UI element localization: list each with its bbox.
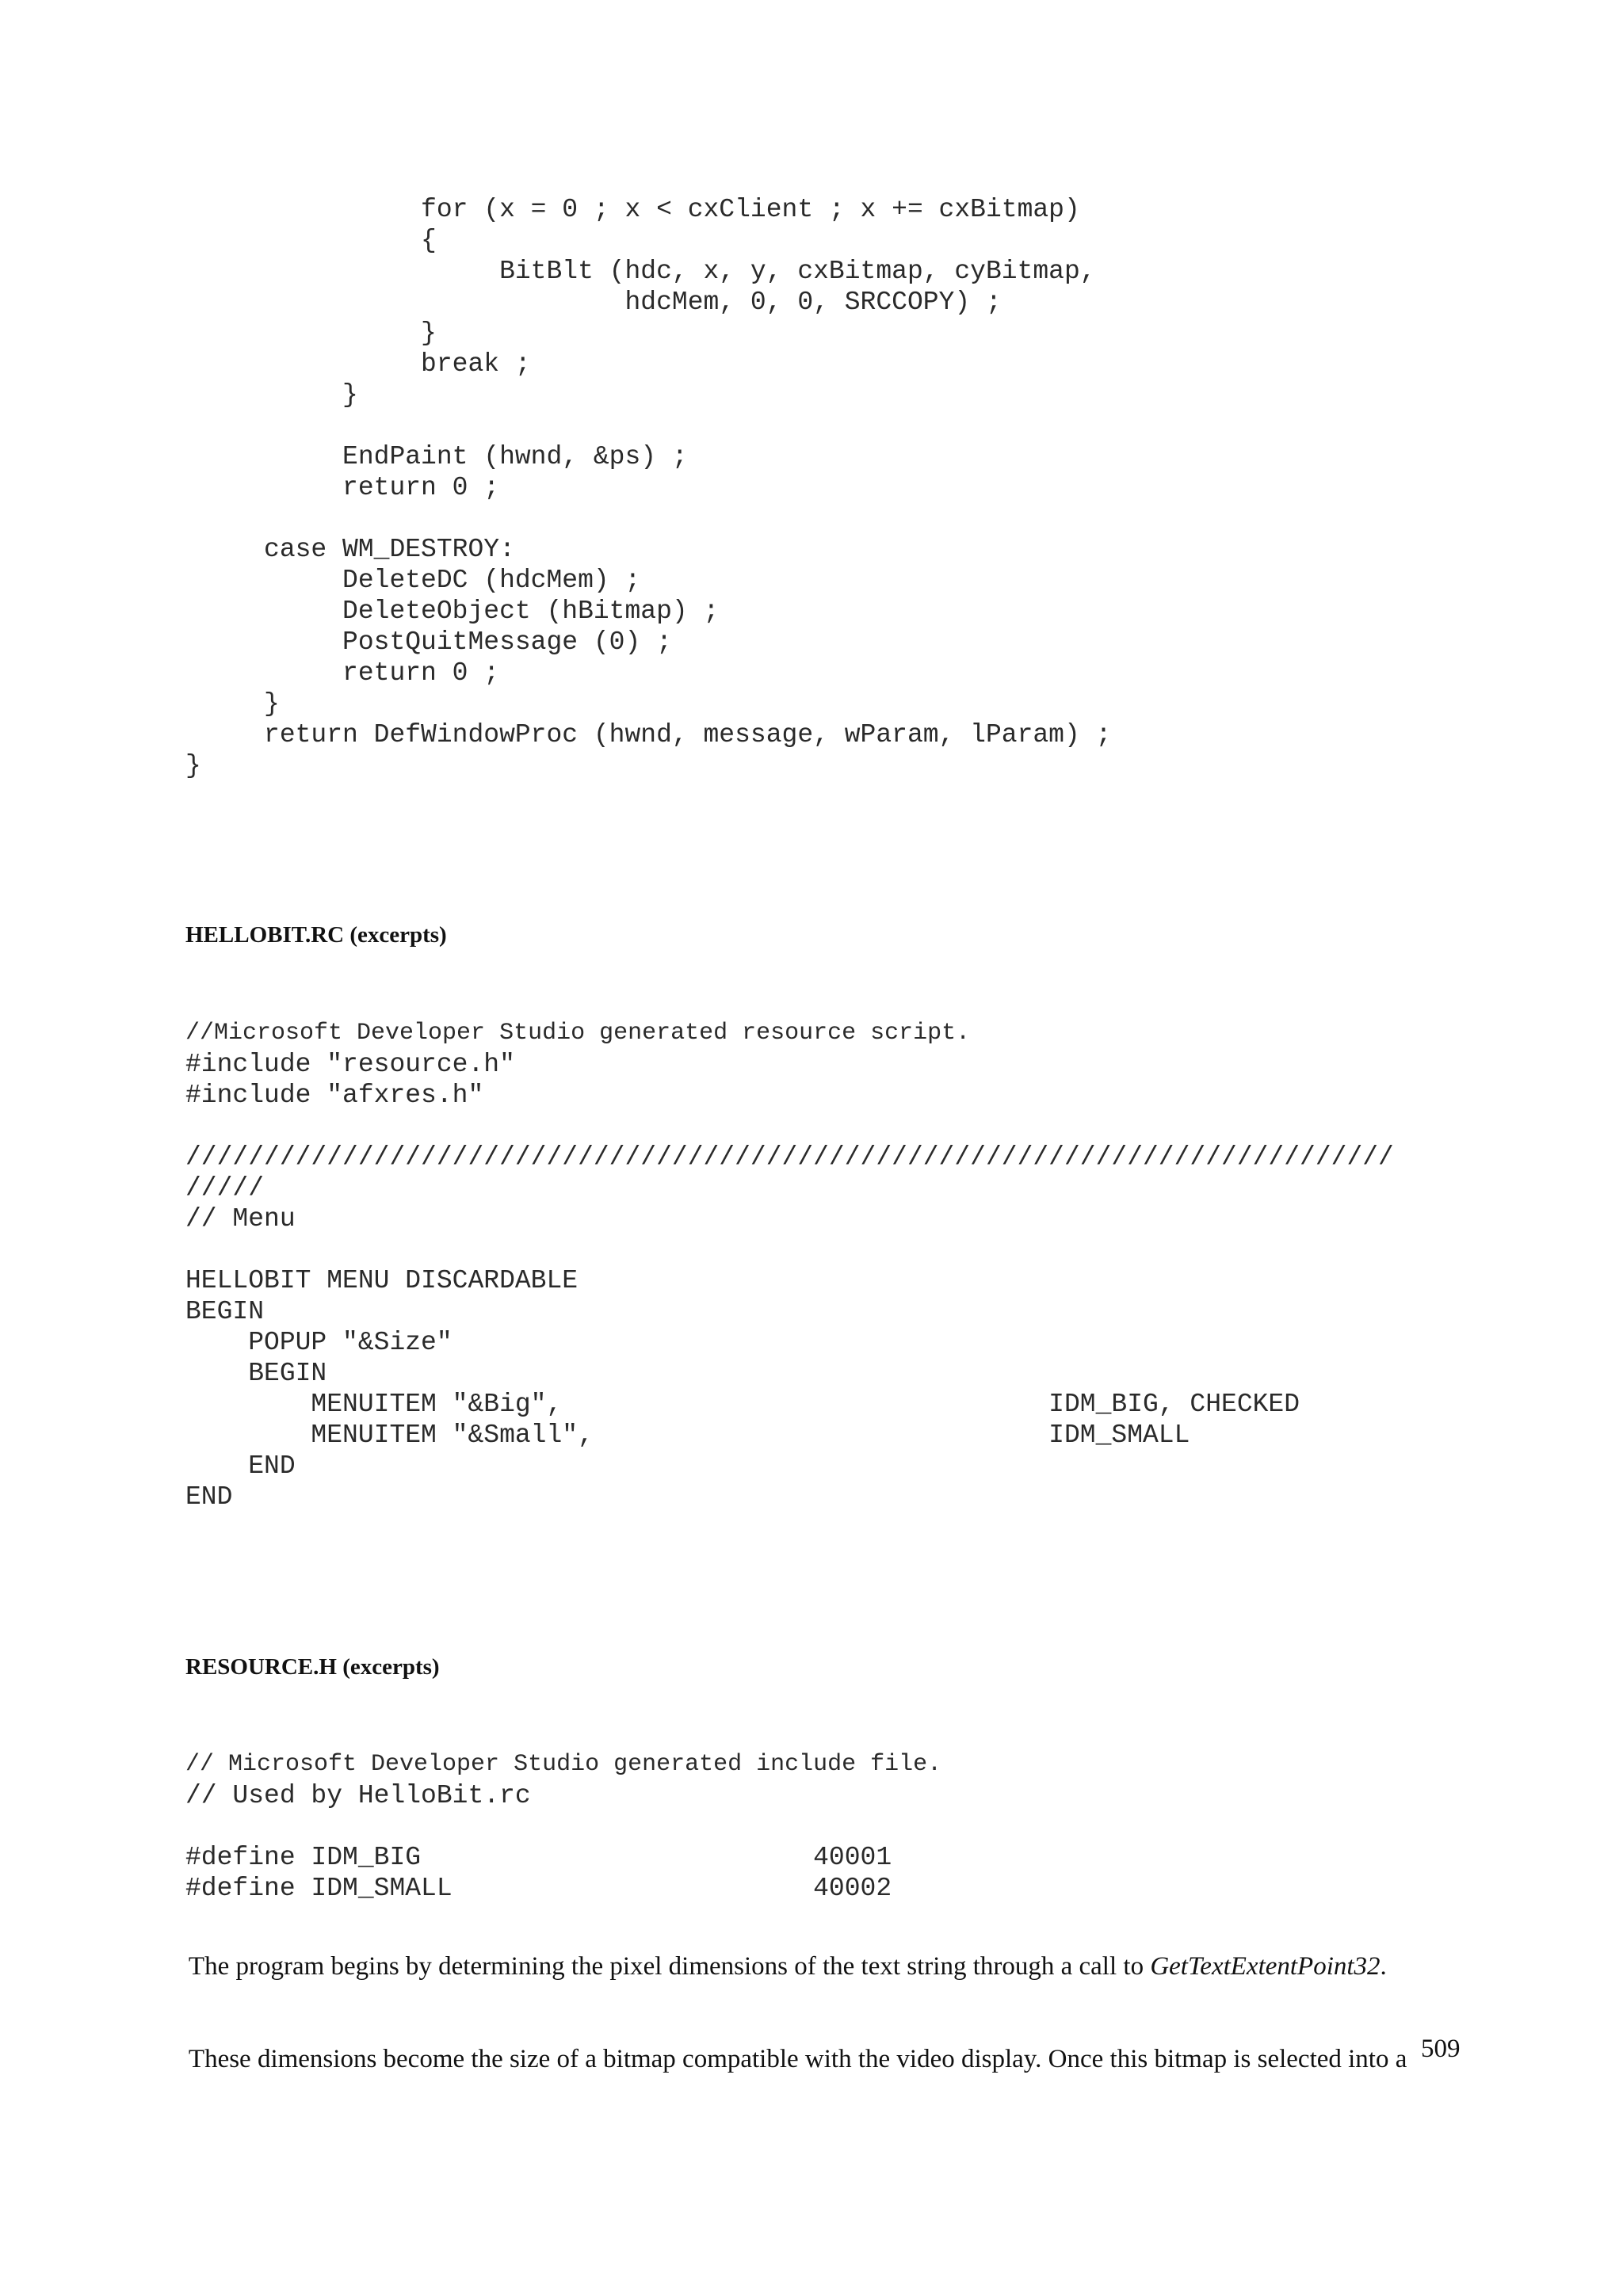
code-block-resource-h xyxy=(185,1749,941,1904)
code-line: BEGIN xyxy=(185,1359,327,1388)
code-line xyxy=(185,1234,1394,1265)
code-line: { xyxy=(185,226,437,255)
code-line: } xyxy=(185,318,437,348)
code-line: MENUITEM "&Small", IDM_SMALL xyxy=(185,1421,1190,1450)
code-line: #define IDM_SMALL 40002 xyxy=(185,1874,892,1903)
section-heading-resource-h: RESOURCE.H (excerpts) xyxy=(185,1654,440,1680)
code-line: case WM_DESTROY: xyxy=(185,535,515,564)
code-line: //Microsoft Developer Studio generated resource script. xyxy=(185,1020,971,1047)
code-line: POPUP "&Size" xyxy=(185,1328,453,1357)
code-line: for (x = 0 ; x < cxClient ; x += cxBitmap) xyxy=(185,195,1080,224)
code-line: return DefWindowProc (hwnd, message, wParam, lParam) ; xyxy=(185,720,1112,749)
code-line xyxy=(185,1811,941,1842)
paragraph-line-2: These dimensions become the size of a bitmap compatible with the video display. Once this bitmap is selected into a xyxy=(188,2045,1407,2073)
code-line xyxy=(185,1111,1394,1142)
code-line: // Menu xyxy=(185,1204,296,1234)
paragraph-line-1: The program begins by determining the pixel dimensions of the text string through a call to GetTextExtentPoint32. xyxy=(188,1952,1387,1981)
code-line: #define IDM_BIG 40001 xyxy=(185,1843,892,1872)
code-line: } xyxy=(185,689,280,719)
code-line xyxy=(185,503,1111,534)
code-line: DeleteDC (hdcMem) ; xyxy=(185,566,641,595)
page-number: 509 xyxy=(1421,2035,1461,2063)
code-line: } xyxy=(185,751,201,780)
code-line: // Used by HelloBit.rc xyxy=(185,1781,531,1810)
code-line: #include "afxres.h" xyxy=(185,1081,484,1110)
code-block-hellobit-rc xyxy=(185,1018,1394,1512)
code-line xyxy=(185,410,1111,441)
code-line: break ; xyxy=(185,349,531,379)
code-line: PostQuitMessage (0) ; xyxy=(185,627,672,657)
function-name-gettextextentpoint32: GetTextExtentPoint32 xyxy=(1150,1952,1381,1981)
body-paragraph xyxy=(176,1920,1407,2075)
code-line: END xyxy=(185,1482,233,1512)
code-line: DeleteObject (hBitmap) ; xyxy=(185,597,720,626)
section-heading-hellobit-rc: HELLOBIT.RC (excerpts) xyxy=(185,922,447,948)
code-line: #include "resource.h" xyxy=(185,1050,515,1079)
code-line: } xyxy=(185,380,358,410)
code-line: BEGIN xyxy=(185,1297,265,1326)
code-line: ///// xyxy=(185,1173,265,1203)
code-line: END xyxy=(185,1451,296,1481)
code-line: HELLOBIT MENU DISCARDABLE xyxy=(185,1266,579,1295)
code-line: hdcMem, 0, 0, SRCCOPY) ; xyxy=(185,288,1002,317)
code-line: MENUITEM "&Big", IDM_BIG, CHECKED xyxy=(185,1390,1300,1419)
code-line: ///////////////////////////////////////////////////////////////////////////// xyxy=(185,1142,1394,1172)
code-line: EndPaint (hwnd, &ps) ; xyxy=(185,442,688,471)
code-line: return 0 ; xyxy=(185,473,500,502)
code-line: // Microsoft Developer Studio generated include file. xyxy=(185,1751,942,1778)
code-line: BitBlt (hdc, x, y, cxBitmap, cyBitmap, xyxy=(185,257,1096,286)
code-line: return 0 ; xyxy=(185,658,500,688)
code-block-wndproc-end xyxy=(185,194,1111,781)
